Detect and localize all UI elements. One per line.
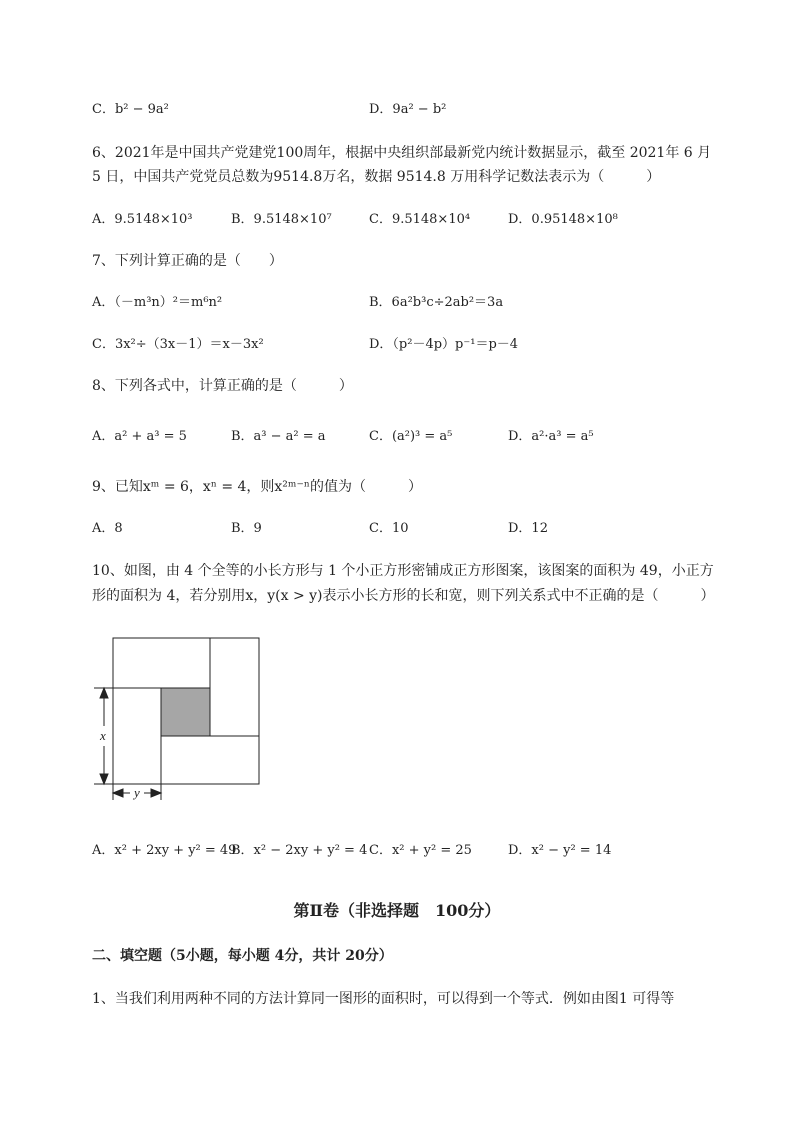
- x-label: x: [100, 728, 106, 743]
- q8-option-b: B．a³ − a² = a: [231, 429, 326, 444]
- q9-option-c: C．10: [369, 521, 409, 536]
- q7-option-c: C．3x²÷（3x－1）＝x－3x²: [92, 337, 264, 352]
- q8-option-d: D．a²·a³ = a⁵: [508, 429, 594, 444]
- q10-option-a: A．x² + 2xy + y² = 49: [92, 843, 237, 858]
- part2-title: 第Ⅱ卷（非选择题 100分）: [293, 901, 501, 920]
- q7-option-d: D．（p²－4p）p⁻¹＝p－4: [369, 337, 519, 352]
- y-dim-arrow-left: [113, 789, 123, 797]
- prev-option-d: D．9a² − b²: [369, 102, 447, 117]
- q9-option-a: A．8: [92, 521, 123, 536]
- q10-option-c: C．x² + y² = 25: [369, 843, 472, 858]
- q6-option-c: C．9.5148×10⁴: [369, 212, 471, 227]
- q9-stem: 9、已知xᵐ = 6，xⁿ = 4，则x²ᵐ⁻ⁿ的值为（ ）: [92, 479, 422, 495]
- q7-stem: 7、下列计算正确的是（ ）: [92, 253, 283, 269]
- q7-option-b: B．6a²b³c÷2ab²＝3a: [369, 295, 504, 310]
- x-dim-arrow-down: [100, 774, 108, 784]
- q6-stem-line1: 6、2021年是中国共产党建党100周年，根据中央组织部最新党内统计数据显示，截至 2021年 6 月: [92, 145, 712, 161]
- fill1-stem-line1: 1、当我们利用两种不同的方法计算同一图形的面积时，可以得到一个等式．例如由图1 可得等: [92, 991, 675, 1007]
- q8-option-c: C．(a²)³ = a⁵: [369, 429, 453, 444]
- q9-option-d: D．12: [508, 521, 548, 536]
- y-dim-arrow-right: [151, 789, 161, 797]
- q10-stem-line2: 形的面积为 4，若分别用x，y(x > y)表示小长方形的长和宽，则下列关系式中不正确的是（ ）: [92, 588, 715, 604]
- q9-option-b: B．9: [231, 521, 262, 536]
- prev-option-c: C．b² − 9a²: [92, 102, 169, 117]
- q10-stem-line1: 10、如图，由 4 个全等的小长方形与 1 个小正方形密铺成正方形图案，该图案的面积为 49，小正方: [92, 563, 714, 579]
- q8-option-a: A．a² + a³ = 5: [92, 429, 187, 444]
- q8-stem: 8、下列各式中，计算正确的是（ ）: [92, 378, 353, 394]
- x-dim-arrow-up: [100, 688, 108, 698]
- shaded-small-square: [161, 688, 210, 736]
- q7-option-a: A．（－m³n）²＝m⁶n²: [92, 295, 223, 310]
- y-label: y: [134, 785, 140, 800]
- q10-tiling-figure: [88, 632, 268, 804]
- q6-option-d: D．0.95148×10⁸: [508, 212, 618, 227]
- q6-option-a: A．9.5148×10³: [92, 212, 193, 227]
- section2-heading: 二、填空题（5小题，每小题 4分，共计 20分）: [92, 948, 393, 964]
- q10-option-d: D．x² − y² = 14: [508, 843, 612, 858]
- q10-option-b: B．x² − 2xy + y² = 4: [231, 843, 368, 858]
- q6-stem-line2: 5 日，中国共产党党员总数为9514.8万名，数据 9514.8 万用科学记数法表示为（ ）: [92, 169, 661, 185]
- q6-option-b: B．9.5148×10⁷: [231, 212, 332, 227]
